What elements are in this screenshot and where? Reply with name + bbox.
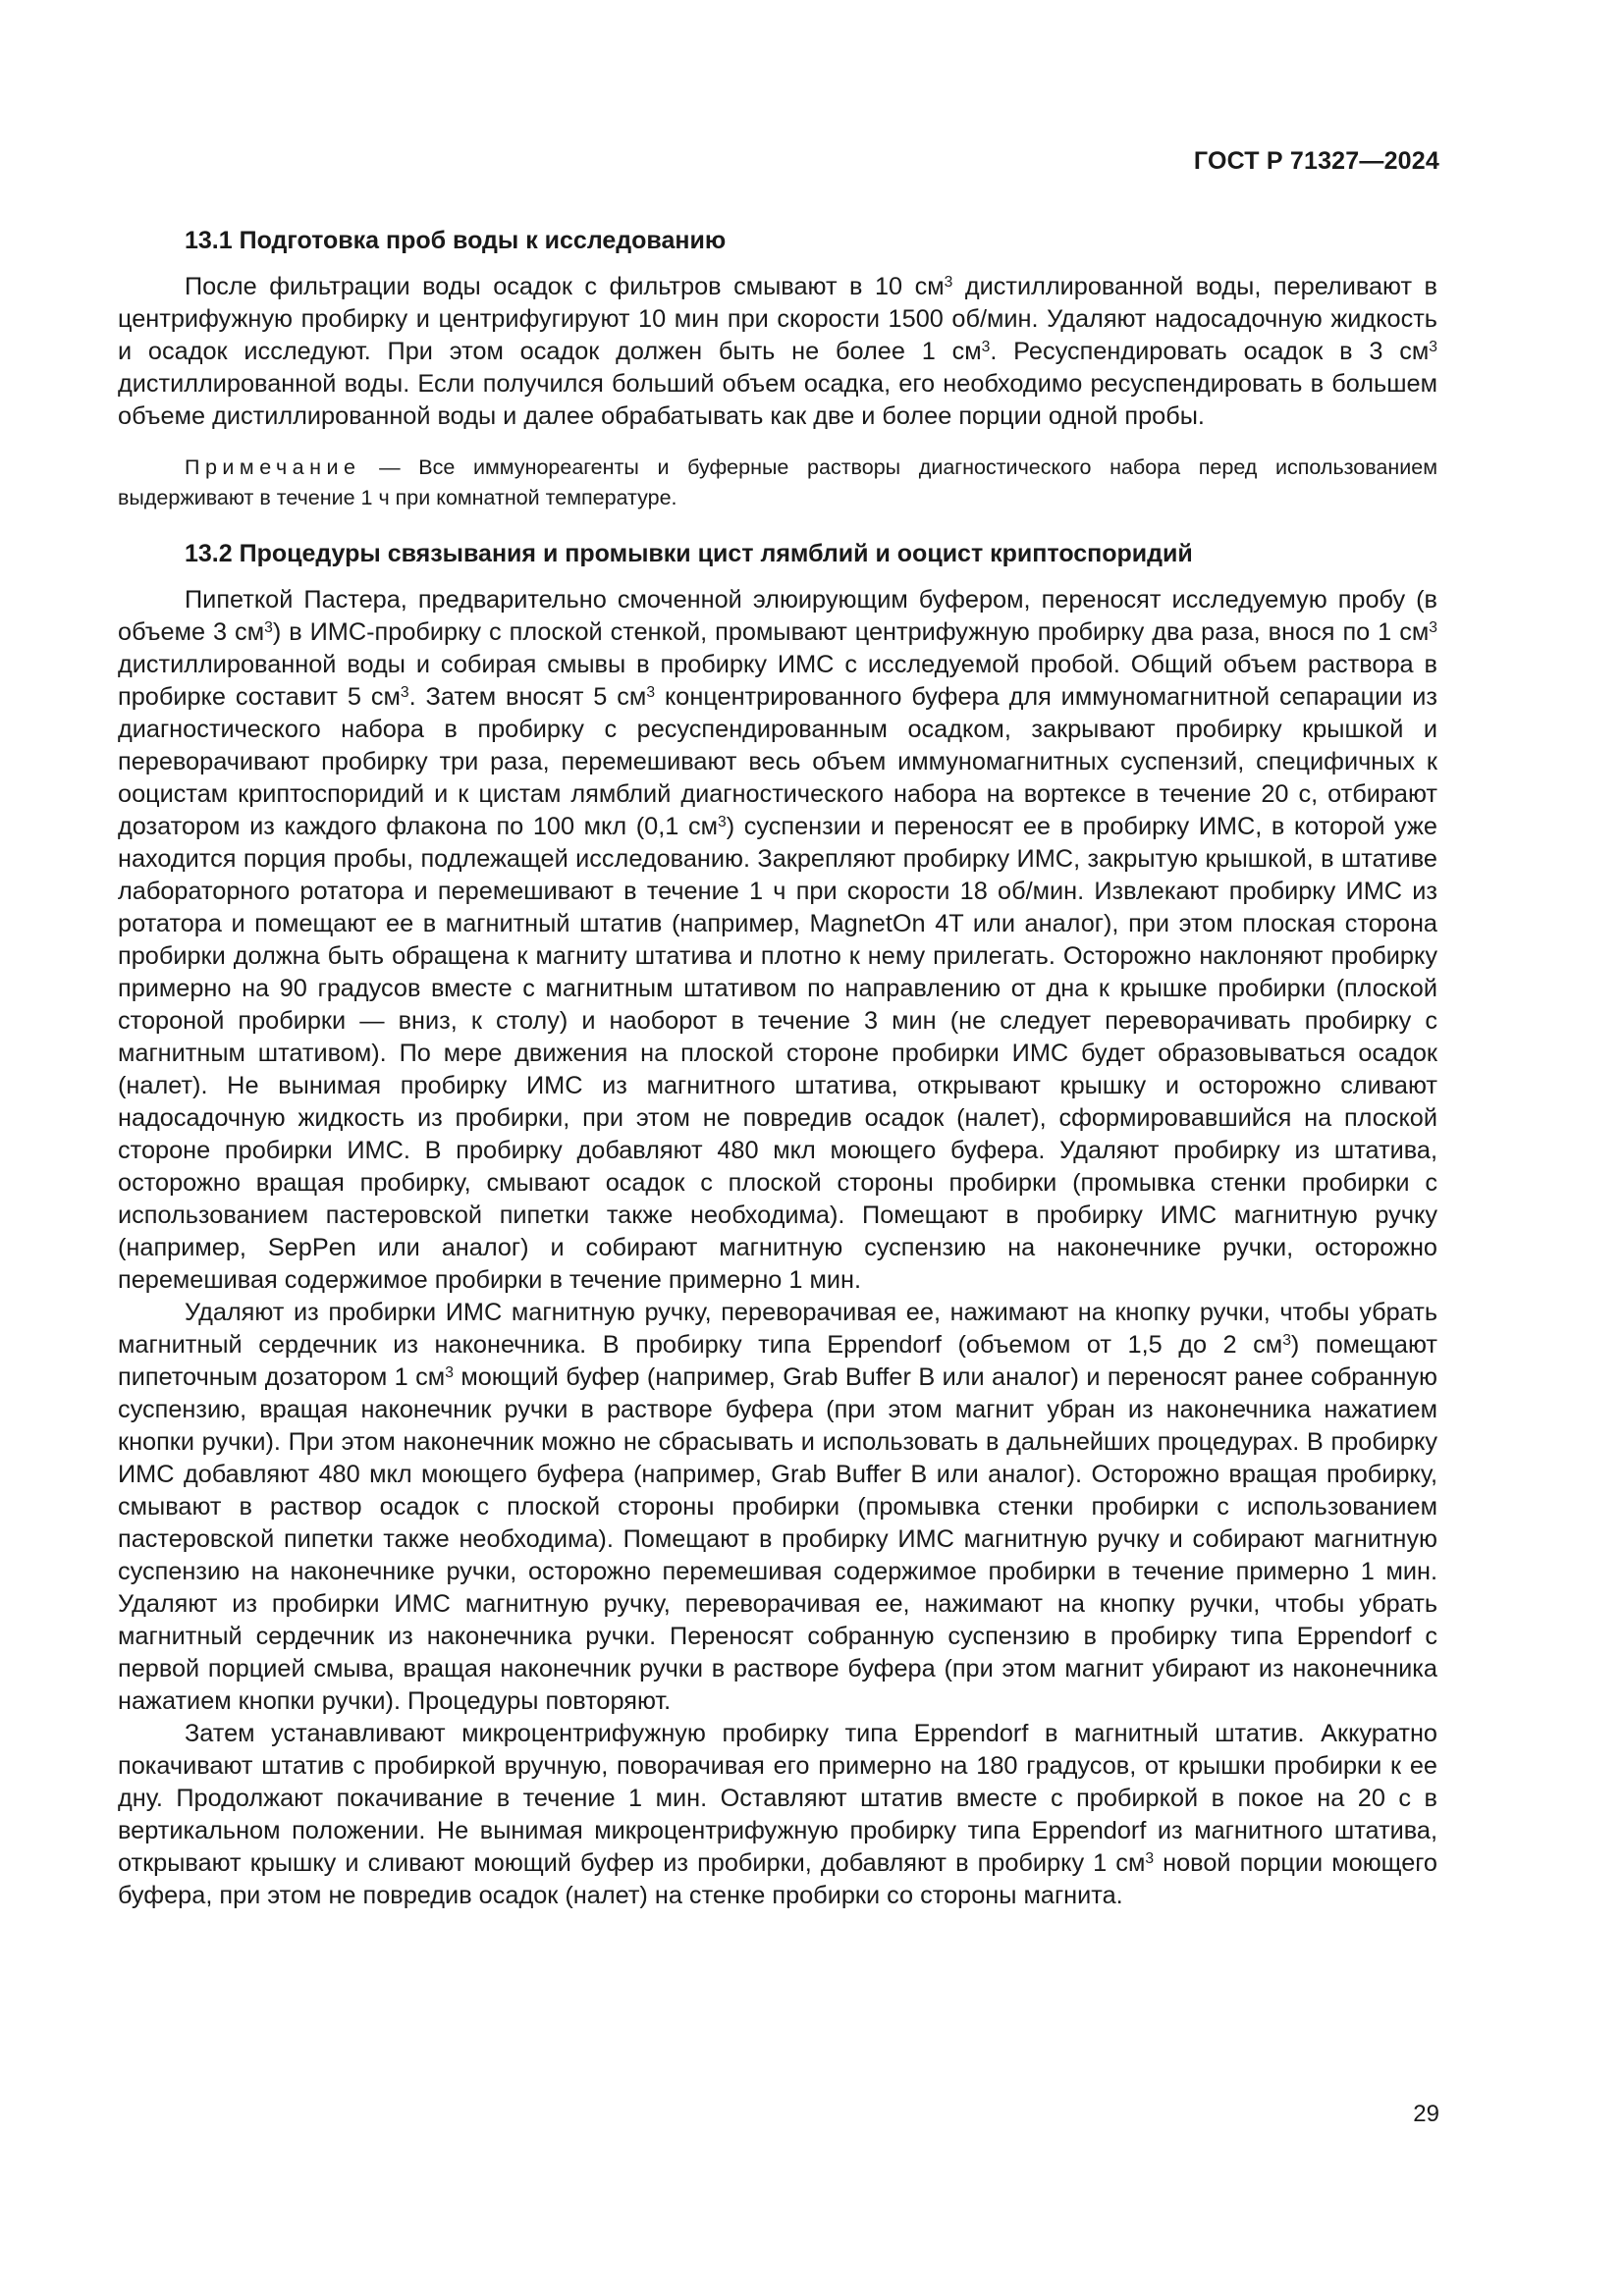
section-13-1-heading: 13.1 Подготовка проб воды к исследованию — [185, 227, 727, 254]
superscript: 3 — [1282, 1332, 1291, 1350]
superscript: 3 — [445, 1364, 454, 1382]
text-run: дистиллированной воды, переливают в центрифужную пробирку и центрифугируют 10 мин при скорости 1500 об/мин. Удаляют надосадочную жидкость и осадок исследуют. При этом осадок должен быть не более 1 см — [118, 273, 1437, 365]
section-13-2-paragraph-2 — [118, 1297, 1437, 1718]
text-run: Пипеткой Пастера, предварительно смоченной элюирующим буфером, переносят исследуемую пробу (в объеме 3 см — [118, 586, 1437, 646]
section-13-2-heading: 13.2 Процедуры связывания и промывки цист лямблий и ооцист криптоспоридий — [185, 540, 1193, 567]
text-run: дистиллированной воды. Если получился больший объем осадка, его необходимо ресуспендировать в большем объеме дистиллированной воды и далее обрабатывать как две и более порции одной пробы. — [118, 370, 1437, 430]
superscript: 3 — [264, 619, 273, 637]
document-code: ГОСТ Р 71327—2024 — [1193, 147, 1439, 175]
text-run: . Ресуспендировать осадок в 3 см — [990, 338, 1430, 365]
text-run: ) в ИМС-пробирку с плоской стенкой, промывают центрифужную пробирку два раза, внося по 1 см — [272, 618, 1430, 646]
text-run: ) помещают пипеточным дозатором 1 см — [118, 1331, 1437, 1391]
section-13-1-paragraph — [118, 271, 1437, 433]
superscript: 3 — [944, 274, 953, 292]
page-content — [118, 224, 1437, 1912]
note-text: — Все иммунореагенты и буферные растворы диагностического набора перед использованием выдерживают в течение 1 ч при комнатной температуре. — [118, 455, 1437, 509]
page-number: 29 — [1413, 2101, 1439, 2127]
text-run: концентрированного буфера для иммуномагнитной сепарации из диагностического набора в пробирку с ресуспендированным осадком, закрывают пробирку крышкой и переворачивают пробирку три раза, перемешивают весь объем иммуномагнитных суспензий, специфичных к ооцистам криптоспоридий и к цистам лямблий диагностического набора на вортексе в течение 20 с, отбирают дозатором из каждого флакона по 100 мкл (0,1 см — [118, 683, 1438, 840]
text-run: После фильтрации воды осадок с фильтров смывают в 10 см — [185, 273, 945, 300]
text-run: . Затем вносят 5 см — [408, 683, 647, 711]
text-run: Затем устанавливают микроцентрифужную пробирку типа Eppendorf в магнитный штатив. Аккуратно покачивают штатив с пробиркой вручную, поворачивая его примерно на 180 градусов, от крышки пробирки к ее дну. Продолжают покачивание в течение 1 мин. Оставляют штатив вместе с пробиркой в покое на 20 с в вертикальном положении. Не вынимая микроцентрифужную пробирку типа Eppendorf из магнитного штатива, открывают крышку и сливают моющий буфер из пробирки, добавляют в пробирку 1 см — [118, 1720, 1437, 1877]
superscript: 3 — [400, 684, 409, 702]
text-run: ) суспензии и переносят ее в пробирку ИМС, в которой уже находится порция пробы, подлежащей исследованию. Закрепляют пробирку ИМС, закрытую крышкой, в штативе лабораторного ротатора и перемешивают в течение 1 ч при скорости 18 об/мин. Извлекают пробирку ИМС из ротатора и помещают ее в магнитный штатив (например, MagnetOn 4T или аналог), при этом плоская сторона пробирки должна быть обращена к магниту штатива и плотно к нему прилегать. Осторожно наклоняют пробирку примерно на 90 градусов вместе с магнитным штативом по направлению от дна к крышке пробирки (плоской стороной пробирки — вниз, к столу) и наоборот в течение 3 мин (не следует переворачивать пробирку с магнитным штативом). По мере движения на плоской стороне пробирки ИМС будет образовываться осадок (налет). Не вынимая пробирку ИМС из магнитного штатива, открывают крышку и осторожно сливают надосадочную жидкость из пробирки, при этом не повредив осадок (налет), сформировавшийся на плоской стороне пробирки ИМС. В пробирку добавляют 480 мкл моющего буфера. Удаляют пробирку из штатива, осторожно вращая пробирку, смывают осадок с плоской стороны пробирки (промывка стенки пробирки с использованием пастеровской пипетки также необходима). Помещают в пробирку ИМС магнитную ручку (например, SepPen или аналог) и собирают магнитную суспензию на наконечнике ручки, осторожно перемешивая содержимое пробирки в течение примерно 1 мин. — [118, 813, 1437, 1294]
superscript: 3 — [1429, 339, 1437, 356]
text-run: Удаляют из пробирки ИМС магнитную ручку, переворачивая ее, нажимают на кнопку ручки, чтобы убрать магнитный сердечник из наконечника. В пробирку типа Eppendorf (объемом от 1,5 до 2 см — [118, 1299, 1437, 1359]
superscript: 3 — [981, 339, 991, 356]
superscript: 3 — [1145, 1850, 1155, 1868]
text-run: моющий буфер (например, Grab Buffer B или аналог) и переносят ранее собранную суспензию, вращая наконечник ручки в растворе буфера (при этом магнит убран из наконечника нажатием кнопки ручки). При этом наконечник можно не сбрасывать и использовать в дальнейших процедурах. В пробирку ИМС добавляют 480 мкл моющего буфера (например, Grab Buffer B или аналог). Осторожно вращая пробирку, смывают в раствор осадок с плоской стороны пробирки (промывка стенки пробирки с использованием пастеровской пипетки также необходима). Помещают в пробирку ИМС магнитную ручку и собирают магнитную суспензию на наконечнике ручки, осторожно перемешивая содержимое пробирки в течение примерно 1 мин. Удаляют из пробирки ИМС магнитную ручку, переворачивая ее, нажимают на кнопку ручки, чтобы убрать магнитный сердечник из наконечника ручки. Переносят собранную суспензию в пробирку типа Eppendorf с первой порцией смыва, вращая наконечник ручки в растворе буфера (при этом магнит убирают из наконечника нажатием кнопки ручки). Процедуры повторяют. — [118, 1363, 1438, 1715]
superscript: 3 — [717, 814, 727, 831]
superscript: 3 — [1429, 619, 1437, 637]
text-run: дистиллированной воды и собирая смывы в пробирку ИМС с исследуемой пробой. Общий объем раствора в пробирке составит 5 см — [118, 651, 1437, 711]
superscript: 3 — [646, 684, 656, 702]
note-label: Примечание — [185, 455, 361, 479]
section-13-2-paragraph-1 — [118, 584, 1437, 1297]
text-run: новой порции моющего буфера, при этом не повредив осадок (налет) на стенке пробирки со стороны магнита. — [118, 1849, 1437, 1909]
note-paragraph — [118, 453, 1437, 513]
section-13-2-paragraph-3 — [118, 1718, 1437, 1912]
